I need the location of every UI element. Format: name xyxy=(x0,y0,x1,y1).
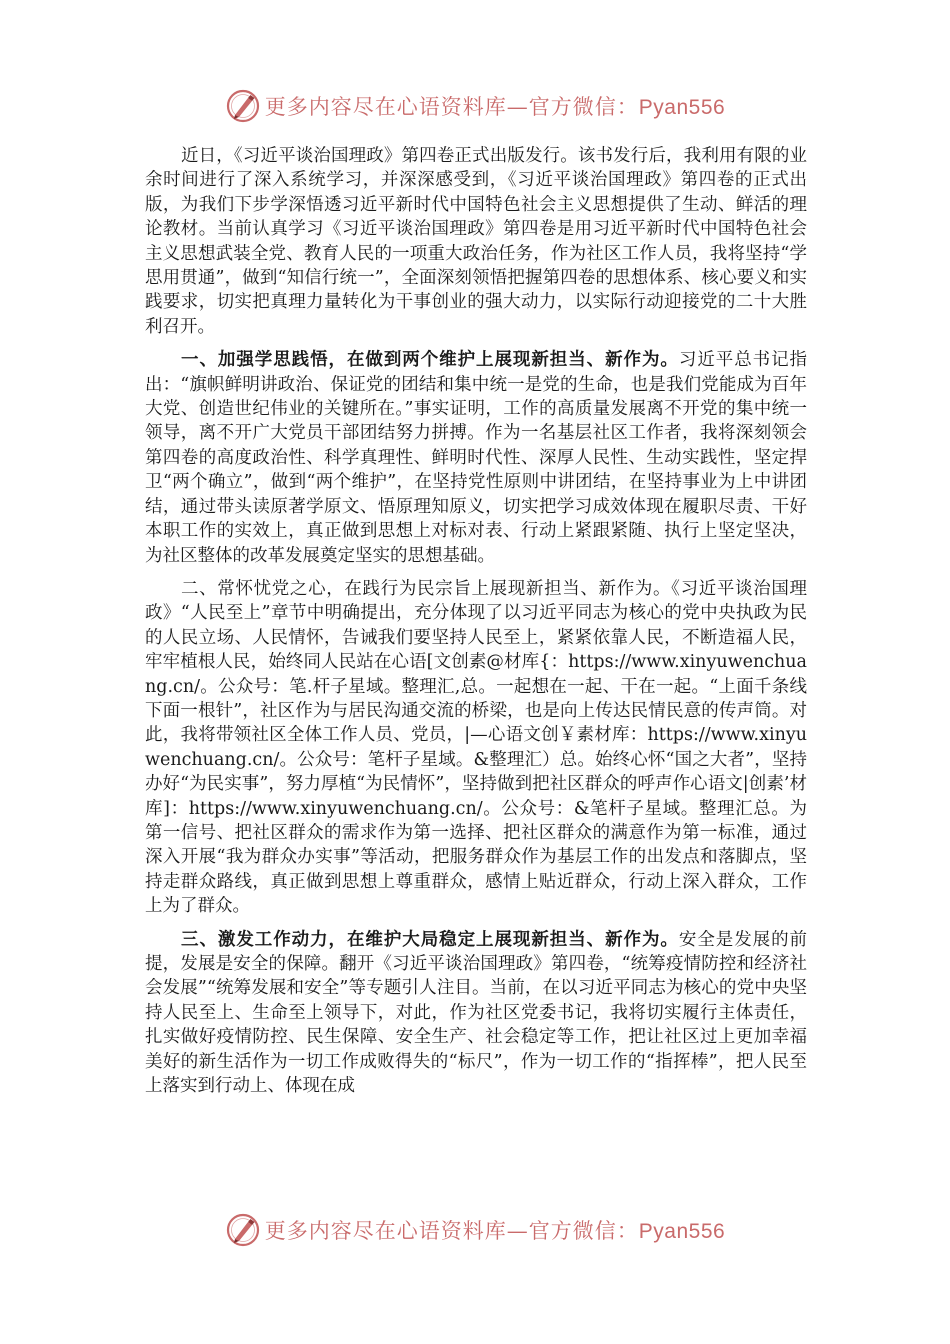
paragraph-section-2: 二、常怀忧党之心，在践行为民宗旨上展现新担当、新作为。《习近平谈治国理政》“人民至上”章节中明确提出，充分体现了以习近平同志为核心的党中央执政为民的人民立场、人民情怀，告诫我们要坚持人民至上，紧紧依靠人民，不断造福人民，牢牢植根人民，始终同人民站在心语[文创素@材库{：https://www.xinyuwenchuang.cn/。公众号：笔.杆子星域。整理汇,总。一起想在一起、干在一起。“上面千条线下面一根针”，社区作为与居民沟通交流的桥梁，也是向上传达民情民意的传声筒。对此，我将带领社区全体工作人员、党员，|—心语文创￥素材库：https://www.xinyuwenchuang.cn/。公众号：笔杆子星域。&整理汇）总。始终心怀“国之大者”，坚持办好“为民实事”，努力厚植“为民情怀”，坚持做到把社区群众的呼声作心语文|创素’材库]：https://www.xinyuwenchuang.cn/。公众号：&笔杆子星域。整理汇总。为第一信号、把社区群众的需求作为第一选择、把社区群众的满意作为第一标准，通过深入开展“我为群众办实事”等活动，把服务群众作为基层工作的出发点和落脚点，坚持走群众路线，真正做到思想上尊重群众，感情上贴近群众，行动上深入群众，工作上为了群众。 xyxy=(145,578,807,917)
paragraph-intro: 近日，《习近平谈治国理政》第四卷正式出版发行。该书发行后，我利用有限的业余时间进行了深入系统学习，并深深感受到，《习近平谈治国理政》第四卷的正式出版，为我们下步学深悟透习近平新时代中国特色社会主义思想提供了生动、鲜活的理论教材。当前认真学习《习近平谈治国理政》第四卷是用习近平新时代中国特色社会主义思想武装全党、教育人民的一项重大政治任务，作为社区工作人员，我将坚持“学思用贯通”，做到“知信行统一”，全面深刻领悟把握第四卷的思想体系、核心要义和实践要求，切实把真理力量转化为干事创业的强大动力，以实际行动迎接党的二十大胜利召开。 xyxy=(145,146,807,337)
section-3-heading: 三、激发工作动力，在维护大局稳定上展现新担当、新作为。 xyxy=(181,929,679,950)
footer-watermark-banner xyxy=(0,1208,950,1252)
document-body xyxy=(145,144,807,1184)
section-1-heading: 一、加强学思践悟，在做到两个维护上展现新担当、新作为。 xyxy=(181,350,679,371)
wechat-id: Pyan556 xyxy=(638,1220,726,1243)
watermark-text: 更多内容尽在心语资料库—官方微信：Pyan556 xyxy=(264,1219,726,1243)
pen-logo-icon xyxy=(225,1212,261,1248)
watermark-text: 更多内容尽在心语资料库—官方微信：Pyan556 xyxy=(264,95,726,119)
paragraph-section-3: 三、激发工作动力，在维护大局稳定上展现新担当、新作为。安全是发展的前提，发展是安全的保障。翻开《习近平谈治国理政》第四卷，“统筹疫情防控和经济社会发展”“统筹发展和安全”等专题引人注目。当前，在以习近平同志为核心的党中央坚持人民至上、生命至上领导下，对此，作为社区党委书记，我将切实履行主体责任，扎实做好疫情防控、民生保障、安全生产、社会稳定等工作，把让社区过上更加幸福美好的新生活作为一切工作成败得失的“标尺”，作为一切工作的“指挥棒”，把人民至上落实到行动上、体现在成 xyxy=(145,929,807,1097)
pen-logo-icon xyxy=(225,88,261,124)
paragraph-section-1: 一、加强学思践悟，在做到两个维护上展现新担当、新作为。习近平总书记指出：“旗帜鲜明讲政治、保证党的团结和集中统一是党的生命，也是我们党能成为百年大党、创造世纪伟业的关键所在。”事实证明，工作的高质量发展离不开党的集中统一领导，离不开广大党员干部团结努力拼搏。作为一名基层社区工作者，我将深刻领会第四卷的高度政治性、科学真理性、鲜明时代性、深厚人民性、生动实践性，坚定捍卫“两个确立”，做到“两个维护”，在坚持党性原则中讲团结，在坚持事业为上中讲团结，通过带头读原著学原文、悟原理知原义，切实把学习成效体现在履职尽责、干好本职工作的实效上，真正做到思想上对标对表、行动上紧跟紧随、执行上坚定坚决，为社区整体的改革发展奠定坚实的思想基础。 xyxy=(145,350,807,566)
header-watermark-banner xyxy=(0,84,950,128)
wechat-id: Pyan556 xyxy=(638,96,726,119)
